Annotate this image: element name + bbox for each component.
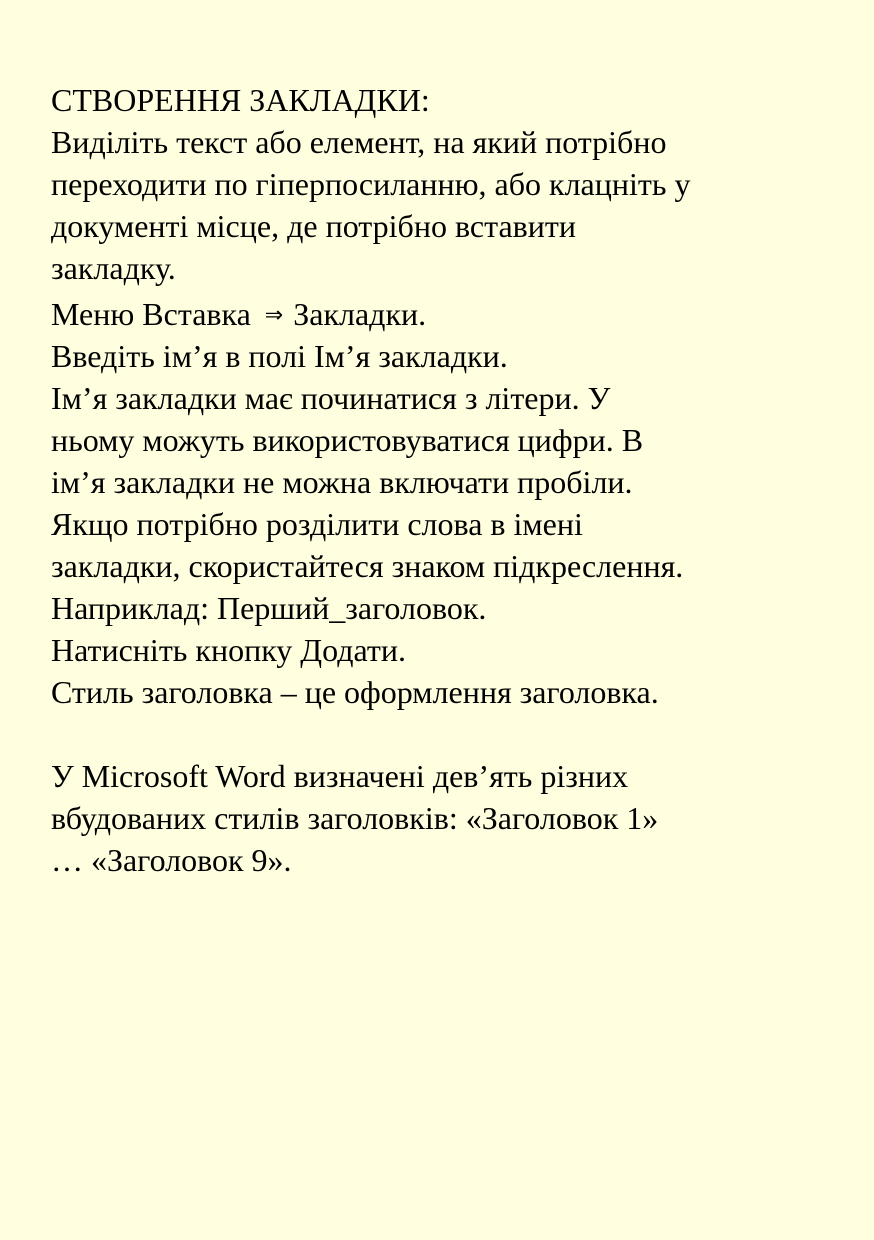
paragraph-2-line-7: Наприклад: Перший_заголовок. xyxy=(51,590,487,626)
paragraph-3-line-2: вбудованих стилів заголовків: «Заголовок 1» xyxy=(51,800,659,836)
paragraph-1-line-4: закладку. xyxy=(51,250,176,286)
paragraph-2-line-8: Натисніть кнопку Додати. xyxy=(51,632,406,668)
paragraph-1-line-1: Виділіть текст або елемент, на який потрібно xyxy=(51,124,667,160)
paragraph-2-line-5: Якщо потрібно розділити слова в імені xyxy=(51,506,583,542)
blank-line xyxy=(51,713,841,755)
section-heading: СТВОРЕННЯ ЗАКЛАДКИ: xyxy=(51,82,430,118)
paragraph-2-line-1: Введіть ім’я в полі Ім’я закладки. xyxy=(51,338,508,374)
menu-step-menu: Меню Вставка xyxy=(51,296,251,332)
paragraph-2-line-3: ньому можуть використовуватися цифри. В xyxy=(51,422,644,458)
paragraph-2-line-6: закладки, скористайтеся знаком підкреслення. xyxy=(51,548,684,584)
paragraph-1-line-3: документі місце, де потрібно вставити xyxy=(51,208,576,244)
paragraph-1-line-2: переходити по гіперпосиланню, або клацніть у xyxy=(51,166,691,202)
menu-step-item: Закладки. xyxy=(293,296,427,332)
document-body xyxy=(51,79,841,881)
paragraph-2-line-2: Ім’я закладки має починатися з літери. У xyxy=(51,380,611,416)
paragraph-3-line-1: У Microsoft Word визначені дев’ять різних xyxy=(51,758,629,794)
menu-step-line xyxy=(51,293,841,335)
double-arrow-right-icon: ⇒ xyxy=(264,302,284,327)
paragraph-2-line-9: Стиль заголовка – це оформлення заголовка. xyxy=(51,674,659,710)
paragraph-3-line-3: … «Заголовок 9». xyxy=(51,842,292,878)
paragraph-2-line-4: ім’я закладки не можна включати пробіли. xyxy=(51,464,633,500)
